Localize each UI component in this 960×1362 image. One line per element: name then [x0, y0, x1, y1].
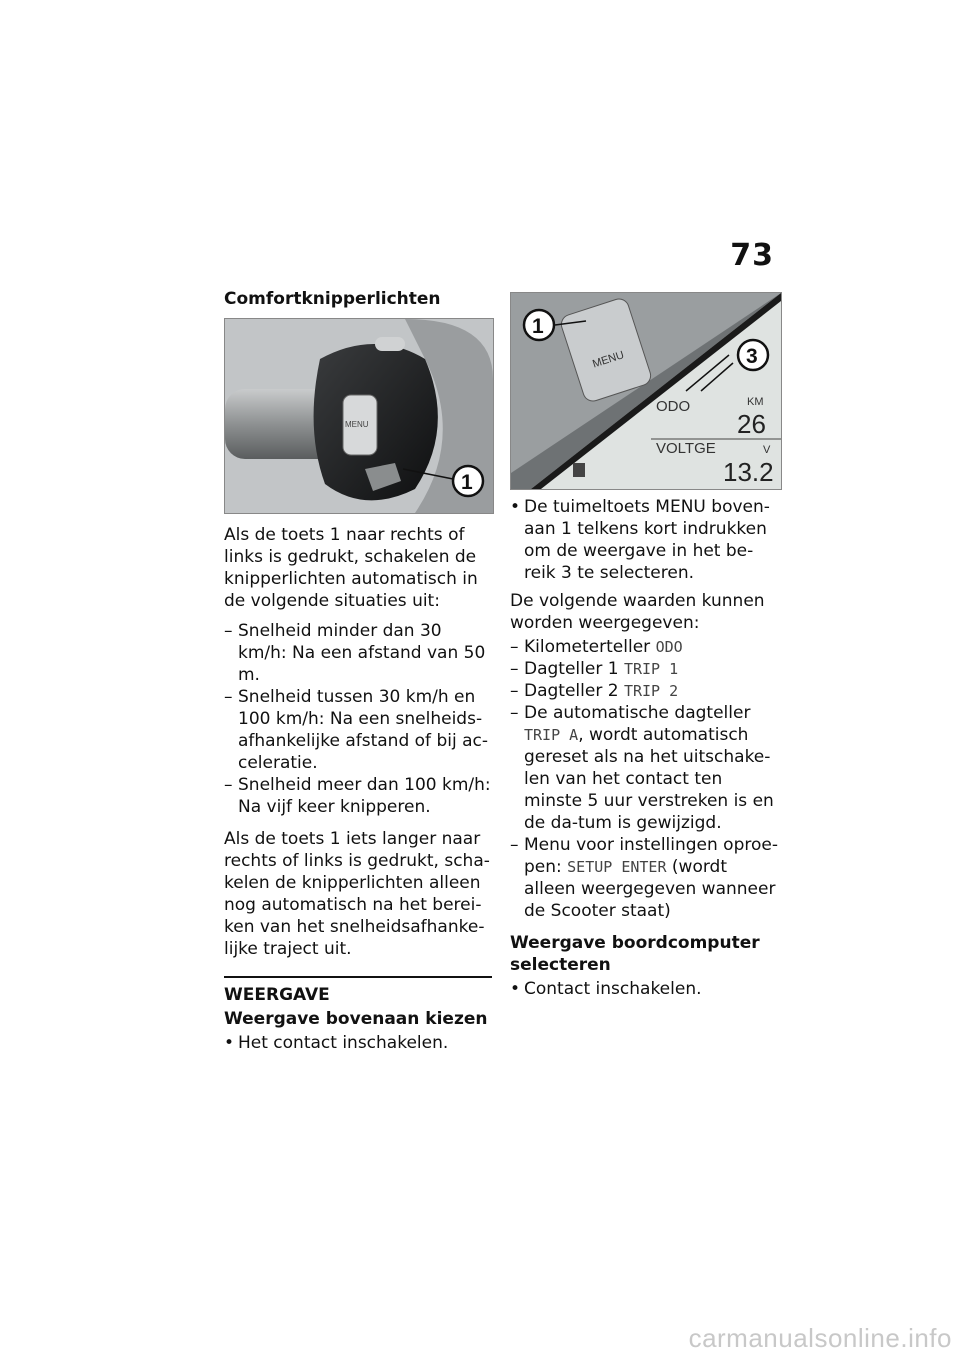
display-values-list [510, 636, 782, 922]
callout-1: 1 [532, 315, 544, 338]
section-title-weergave: WEERGAVE [224, 985, 330, 1005]
bullet-item: • Contact inschakelen. [510, 979, 702, 999]
paragraph-long-press: Als de toets 1 iets langer naar rechts of links is gedrukt, scha-kelen de knipperlichten alleen nog automatisch na het berei-ken van het snelheidsafhanke-lijke traject uit. [224, 829, 490, 959]
list-item: – Dagteller 1 TRIP 1 [510, 659, 679, 679]
figure-handlebar-switch [224, 318, 494, 514]
heading-comfort-indicators: Comfortknipperlichten [224, 289, 441, 309]
right-column [510, 292, 782, 1000]
menu-label: MENU [591, 349, 626, 371]
list-item: – Kilometerteller ODO [510, 637, 683, 657]
list-item: – De automatische dagteller TRIP A, wordt automatisch gereset als na het uitschake-len van het contact ten minste 5 uur verstreken is en de da-tum is gewijzigd. [510, 703, 774, 833]
subheading-top-display: Weergave bovenaan kiezen [224, 1009, 488, 1029]
callout-3: 3 [746, 345, 758, 368]
paragraph-auto-off: Als de toets 1 naar rechts of links is gedrukt, schakelen de knipperlichten automatisch in de volgende situaties uit: [224, 525, 478, 611]
figure-instrument-display [510, 292, 782, 490]
lcd-unit-km: KM [747, 396, 764, 408]
lcd-label-voltage: VOLTGE [656, 440, 716, 457]
lcd-value-odo: 26 [737, 409, 766, 439]
left-column [224, 288, 492, 1054]
display-illustration [511, 293, 781, 489]
menu-label: MENU [345, 420, 369, 429]
list-item: – Snelheid meer dan 100 km/h: Na vijf keer knipperen. [224, 775, 491, 817]
page-number: 73 [730, 238, 774, 273]
lcd-value-voltage: 13.2 [723, 457, 774, 487]
list-item: – Snelheid tussen 30 km/h en 100 km/h: Na een snelheids-afhankelijke afstand of bij ac-celeratie. [224, 687, 488, 773]
handlebar-illustration [225, 319, 493, 513]
fuel-icon [573, 463, 585, 477]
lcd-unit-v: V [763, 444, 771, 456]
bullet-item: • De tuimeltoets MENU boven-aan 1 telkens kort indrukken om de weergave in het be-reik 3 te selecteren. [510, 497, 770, 583]
lcd-label-odo: ODO [656, 398, 691, 415]
watermark: carmanualsonline.info [688, 1323, 952, 1353]
speed-conditions-list [224, 620, 492, 818]
list-item: – Snelheid minder dan 30 km/h: Na een afstand van 50 m. [224, 621, 486, 685]
bullet-item: • Het contact inschakelen. [224, 1033, 449, 1053]
callout-1: 1 [461, 471, 473, 494]
paragraph-values: De volgende waarden kunnen worden weergegeven: [510, 591, 765, 633]
subheading-trip-computer: Weergave boordcomputer selecteren [510, 933, 760, 975]
list-item: – Menu voor instellingen oproe-pen: SETUP ENTER (wordt alleen weergegeven wanneer de Scooter staat) [510, 835, 778, 921]
section-divider [224, 976, 492, 978]
list-item: – Dagteller 2 TRIP 2 [510, 681, 679, 701]
